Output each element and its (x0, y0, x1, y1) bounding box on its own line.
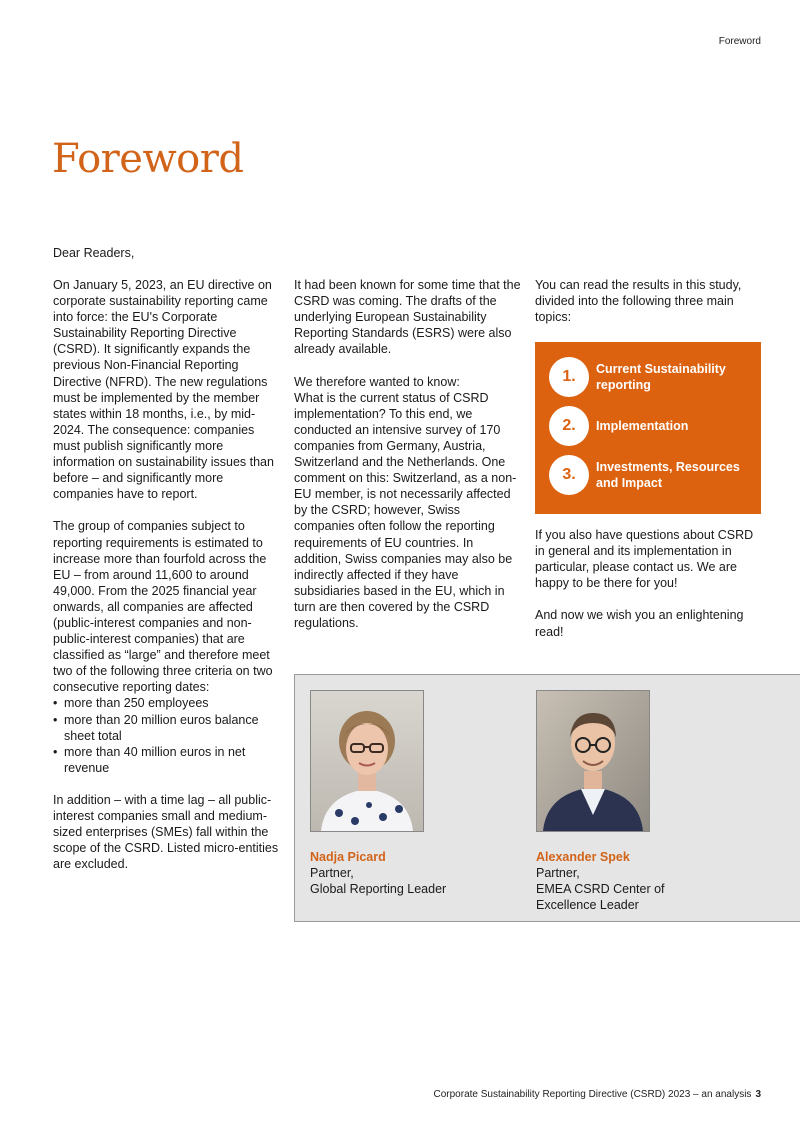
paragraph-smes: In addition – with a time lag – all public-interest companies small and medium-sized enterprises (SMEs) fall within the scope of the CSRD. Listed micro-entities are excluded. (53, 793, 279, 872)
topic-label: Current Sustainability reporting (596, 362, 726, 392)
topic-item (549, 357, 746, 397)
running-head: Foreword (718, 36, 761, 47)
column-3-closing (535, 527, 763, 656)
author-title: Global Reporting Leader (310, 882, 447, 896)
author-role: Partner, (536, 866, 580, 880)
topic-number-badge: 2. (549, 406, 589, 446)
page-number: 3 (755, 1089, 761, 1100)
author-title: EMEA CSRD Center of Excellence Leader (536, 882, 665, 912)
paragraph-survey: We therefore wanted to know: What is the current status of CSRD implementation? To this end, we conducted an intensive survey of 170 companies from Germany, Austria, Switzerland and the Netherlands. One comment on this: Switzerland, as a non-EU member, is not necessarily affected by the CSRD; however, Swiss companies often follow the reporting requirements of EU countries. In addition, Swiss companies may also be indirectly affected if they have subsidiaries based in the EU, which in turn are then covered by the CSRD regulations. (294, 374, 517, 630)
author-name: Nadja Picard (310, 850, 386, 864)
author-portrait (536, 690, 650, 832)
paragraph-closing: And now we wish you an enlightening read! (535, 608, 744, 639)
paragraph-background: It had been known for some time that the CSRD was coming. The drafts of the underlying European Sustainability Reporting Standards (ESRS) were also already available. (294, 278, 521, 357)
topic-number-badge: 3. (549, 455, 589, 495)
topic-item (549, 406, 746, 446)
author-role: Partner, (310, 866, 354, 880)
author-name: Alexander Spek (536, 850, 630, 864)
paragraph-contact: If you also have questions about CSRD in general and its implementation in particular, please contact us. We are happy to be there for you! (535, 528, 754, 591)
author-card (310, 690, 510, 897)
topic-label: Investments, Resources and Impact (596, 460, 740, 490)
criteria-item: • more than 250 employees (53, 695, 281, 711)
paragraph-csrd-intro: On January 5, 2023, an EU directive on corporate sustainability reporting came into force: the EU's Corporate Sustainability Reporting Directive (CSRD). It significantly expands the previous Non-Financial Reporting Directive (NFRD). The new regulations must be implemented by the member states within 18 months, i.e., by mid-2024. The consequence: companies must publish significantly more information on sustainability issues than before – and significantly more companies have to report. (53, 278, 274, 502)
page-title: Foreword (52, 136, 244, 182)
criteria-list (53, 695, 281, 775)
author-card (536, 690, 736, 913)
author-portrait (310, 690, 424, 832)
authors-panel (294, 674, 800, 922)
topic-label: Implementation (596, 419, 689, 433)
footer-text: Corporate Sustainability Reporting Directive (CSRD) 2023 – an analysis (433, 1089, 752, 1100)
criteria-item: • more than 20 million euros balance sheet total (53, 712, 281, 744)
page-footer (434, 1089, 762, 1100)
column-3 (535, 277, 763, 341)
greeting: Dear Readers, (53, 246, 135, 260)
column-2 (294, 277, 522, 647)
criteria-item: • more than 40 million euros in net revenue (53, 744, 281, 776)
paragraph-scope: The group of companies subject to reporting requirements is estimated to increase more than fourfold across the EU – from around 11,600 to around 49,000. From the 2025 financial year onwards, all companies are affected (public-interest companies and non-public-interest companies) that are classified as “large” and therefore meet two of the following three criteria on two consecutive reporting dates: (53, 519, 273, 695)
topic-number-badge: 1. (549, 357, 589, 397)
topic-item (549, 455, 746, 495)
column-1 (53, 277, 281, 889)
paragraph-topics-intro: You can read the results in this study, divided into the following three main topics: (535, 278, 742, 325)
topics-box (535, 342, 761, 514)
